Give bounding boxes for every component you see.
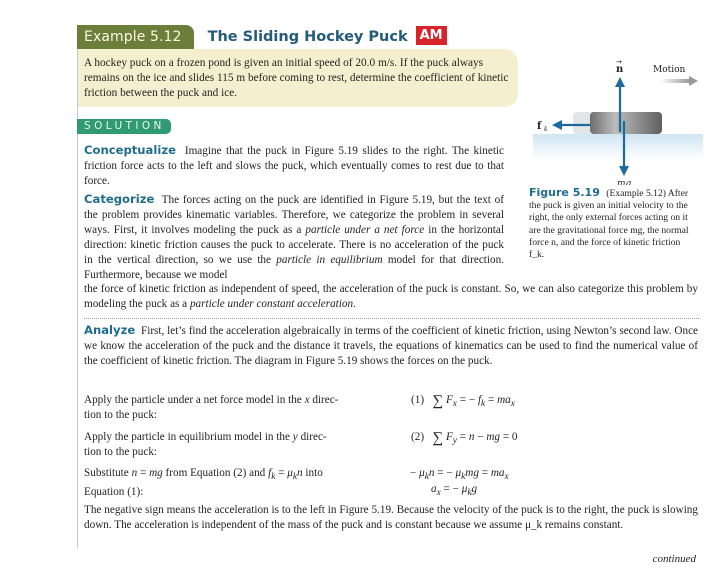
figure-5-19-diagram	[525, 55, 720, 185]
problem-statement: A hockey puck on a frozen pond is given an initial speed of 20.0 m/s. If the puck always remains on the ice and slides 115 m before coming to rest, determine the coefficient of kinetic friction between the puck and ice.	[78, 49, 518, 107]
categorize-paragraph	[84, 192, 504, 284]
equation-number: (2)	[411, 431, 425, 443]
model-term: particle under a net force	[305, 224, 425, 237]
continued-label: continued	[652, 553, 696, 565]
conceptualize-text: Imagine that the puck in Figure 5.19 slides to the right. The kinetic friction force acts to the left and slows the puck, which eventually comes to rest due to that force.	[84, 145, 505, 188]
svg-text:→: →	[616, 58, 622, 66]
svg-text:k: k	[544, 126, 548, 133]
model-term: particle under constant acceleration	[189, 298, 354, 311]
figure-caption-text: (Example 5.12) After the puck is given an initial velocity to the right, the only external forces acting on it are the gravitational force mg, the normal force n, and the force of kinetic friction f_k.	[529, 188, 689, 261]
analyze-step-1: Apply the particle under a net force model in the x direc- tion to the puck:	[84, 394, 339, 421]
analyze-step-2: Apply the particle in equilibrium model in the y direc- tion to the puck:	[84, 431, 327, 458]
svg-text:mg: mg	[617, 179, 632, 185]
conceptualize-heading: Conceptualize	[84, 143, 176, 157]
analyze-text: First, let’s find the acceleration algebraically in terms of the coefficient of kinetic friction, using Newton’s second law. Once we know the acceleration of the puck and the distance it travels, the equations of kinematics can be used to find the numerical value of the coefficient of kinetic friction. The diagram in Figure 5.19 shows the forces on the puck.	[84, 325, 699, 368]
categorize-text: model for that direction. Furthermore, because we model	[84, 254, 505, 282]
period: .	[353, 298, 356, 311]
example-header	[77, 25, 447, 49]
categorize-heading: Categorize	[84, 192, 155, 206]
force-diagram-icon	[525, 55, 720, 185]
equation-1: (1) ∑ $F_x$ = − $f_k = ma_x$	[411, 393, 515, 410]
svg-text:n: n	[616, 64, 624, 75]
example-number-tab: Example 5.12	[77, 25, 194, 49]
solution-label: SOLUTION	[77, 119, 171, 134]
figure-caption	[529, 187, 694, 261]
categorize-text: The forces acting on the puck are identified in Figure 5.19, but the text of the problem provides kinematic variables. Therefore, we categorize the problem in several ways. First, it involves modeling the puck as a	[84, 194, 504, 237]
equation-2: (2) ∑ $F_y = n$ − mg = 0	[411, 430, 518, 447]
categorize-text: in the horizontal direction: kinetic friction causes the puck to accelerate. There is no acceleration of the puck in the vertical direction, so we use the	[84, 224, 504, 267]
section-divider	[84, 318, 699, 319]
analyze-paragraph	[84, 323, 698, 369]
conceptualize-paragraph	[84, 143, 504, 189]
model-term: particle in equilibrium	[276, 254, 383, 267]
figure-label: Figure 5.19	[529, 186, 600, 199]
equation-3b: $a_x$ = − $\mu_kg$	[431, 483, 478, 499]
svg-text:f: f	[537, 121, 542, 132]
equation-3a: − $\mu_kn$ = − $\mu_kmg = ma_x$	[410, 467, 509, 483]
svg-text:Motion: Motion	[653, 65, 686, 75]
categorize-text: the force of kinetic friction as independent of speed, the acceleration of the puck is constant. So, we can also categorize this problem by modeling the puck as a	[84, 283, 698, 311]
categorize-paragraph-cont	[84, 282, 698, 312]
example-title: The Sliding Hockey Puck	[207, 29, 408, 45]
equation-number: (1)	[411, 394, 425, 406]
analyze-conclusion: The negative sign means the acceleration is to the left in Figure 5.19. Because the velocity of the puck is to the right, the puck is slowing down. The acceleration is independent of the mass of the puck and is constant because we assume μ_k remains constant.	[84, 504, 698, 532]
analyze-step-3: Substitute n = mg from Equation (2) and $f_k = \mu_kn$ into Equation (1):	[84, 467, 323, 499]
analysis-model-badge: AM	[416, 26, 447, 45]
analyze-heading: Analyze	[84, 323, 136, 337]
